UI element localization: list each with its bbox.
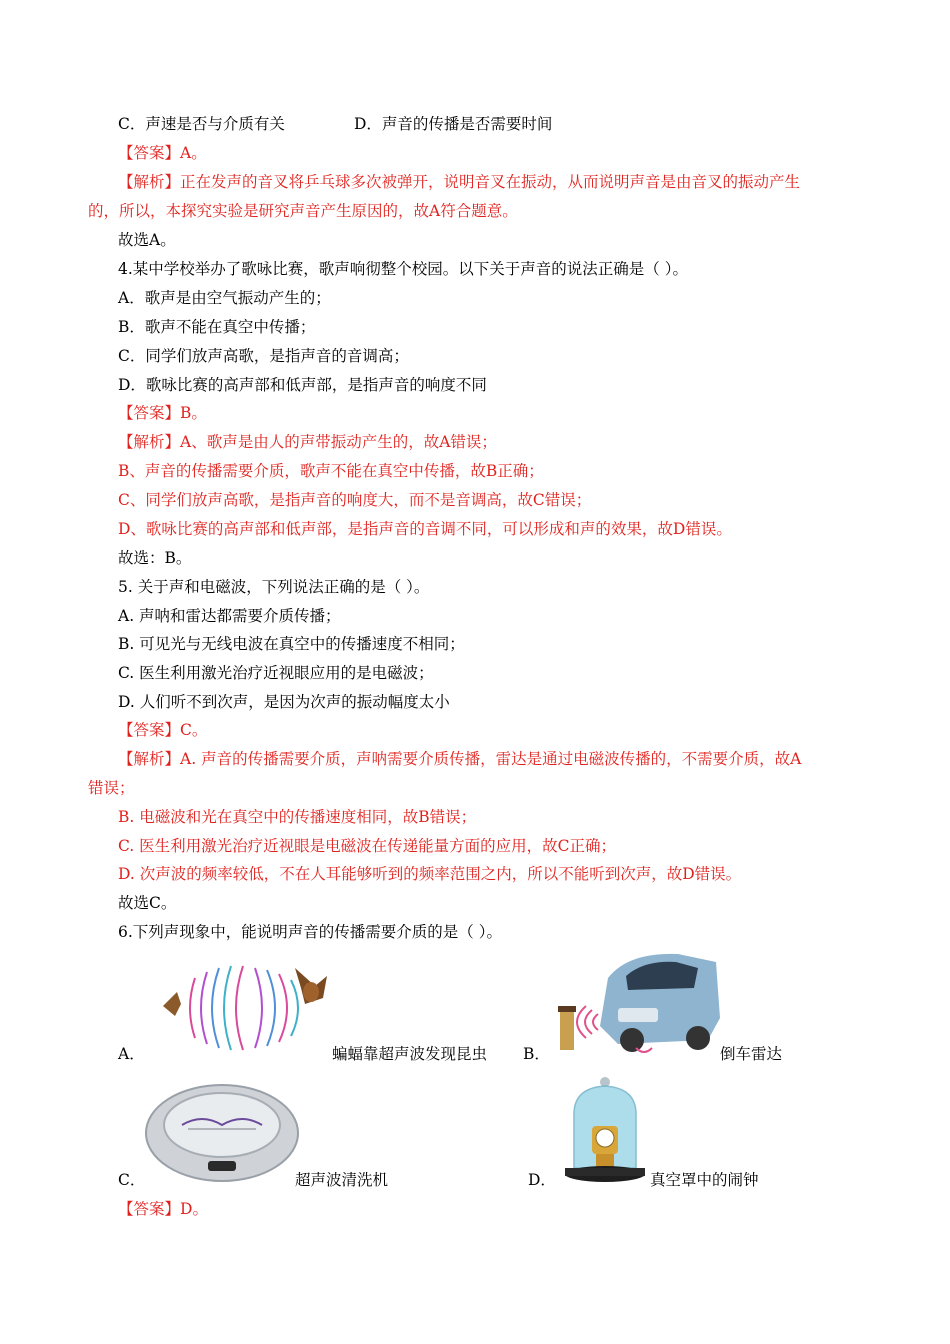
q6-option-d-caption: 真空罩中的闹钟 — [650, 1171, 759, 1189]
q5-choose: 故选C。 — [118, 894, 177, 912]
q5-analysis-d: D. 次声波的频率较低，不在人耳能够听到的频率范围之内，所以不能听到次声，故D错误。 — [118, 865, 742, 883]
q6-option-c-label: C． — [118, 1171, 146, 1189]
q5-analysis-a-line-2: 错误； — [88, 779, 135, 797]
q3-analysis-line-2: 的，所以，本探究实验是研究声音产生原因的，故A符合题意。 — [88, 202, 518, 220]
q4-choose: 故选：B。 — [118, 549, 192, 567]
q5-analysis-a-line-1: 【解析】A. 声音的传播需要介质，声呐需要介质传播，雷达是通过电磁波传播的，不需要介质，故A — [118, 750, 802, 768]
q6-answer: 【答案】D。 — [118, 1200, 208, 1218]
q6-option-b-caption: 倒车雷达 — [720, 1045, 783, 1063]
q6-stem: 6.下列声现象中，能说明声音的传播需要介质的是（ ）。 — [118, 923, 502, 941]
q4-option-b: B．歌声不能在真空中传播； — [118, 318, 316, 336]
q5-option-c: C. 医生利用激光治疗近视眼应用的是电磁波； — [118, 664, 434, 682]
q4-option-a: A．歌声是由空气振动产生的； — [118, 289, 331, 307]
q6-option-c-caption: 超声波清洗机 — [295, 1171, 389, 1189]
q4-analysis-d: D、歌咏比赛的高声部和低声部，是指声音的音调不同，可以形成和声的效果，故D错误。 — [118, 520, 732, 538]
q6-option-b-label: B． — [523, 1045, 550, 1063]
q5-option-b: B. 可见光与无线电波在真空中的传播速度不相同； — [118, 635, 465, 653]
q4-stem: 4.某中学校举办了歌咏比赛，歌声响彻整个校园。以下关于声音的说法正确是（ ）。 — [118, 260, 688, 278]
q5-stem: 5. 关于声和电磁波，下列说法正确的是（ ）。 — [118, 578, 430, 596]
car-radar-image — [548, 948, 723, 1058]
vacuum-bell-clock-image — [560, 1074, 650, 1189]
ultrasonic-cleaner-image — [142, 1075, 302, 1185]
q4-option-d: D．歌咏比赛的高声部和低声部，是指声音的响度不同 — [118, 376, 487, 394]
q5-option-a: A. 声呐和雷达都需要介质传播； — [118, 607, 341, 625]
q3-option-d: D．声音的传播是否需要时间 — [354, 115, 553, 133]
q3-analysis-line-1: 【解析】正在发声的音叉将乒乓球多次被弹开，说明音叉在振动，从而说明声音是由音叉的振动产生 — [118, 173, 801, 191]
q4-analysis-b: B、声音的传播需要介质，歌声不能在真空中传播，故B正确； — [118, 462, 544, 480]
bat-ultrasound-image — [155, 958, 335, 1058]
q4-option-c: C．同学们放声高歌，是指声音的音调高； — [118, 347, 409, 365]
q5-option-d: D. 人们听不到次声，是因为次声的振动幅度太小 — [118, 693, 450, 711]
q6-option-d-label: D． — [528, 1171, 556, 1189]
q4-analysis-c: C、同学们放声高歌，是指声音的响度大，而不是音调高，故C错误； — [118, 491, 592, 509]
q5-analysis-b: B. 电磁波和光在真空中的传播速度相同，故B错误； — [118, 808, 477, 826]
q5-analysis-c: C. 医生利用激光治疗近视眼是电磁波在传递能量方面的应用，故C正确； — [118, 837, 617, 855]
q4-analysis-a: 【解析】A、歌声是由人的声带振动产生的，故A错误； — [118, 433, 497, 451]
q3-choose: 故选A。 — [118, 231, 176, 249]
q6-option-a-caption: 蝙蝠靠超声波发现昆虫 — [332, 1045, 488, 1063]
q3-option-c: C．声速是否与介质有关 — [118, 115, 285, 133]
q5-answer: 【答案】C。 — [118, 721, 208, 739]
q4-answer: 【答案】B。 — [118, 404, 207, 422]
q3-answer: 【答案】A。 — [118, 144, 207, 162]
q6-option-a-label: A． — [118, 1045, 145, 1063]
